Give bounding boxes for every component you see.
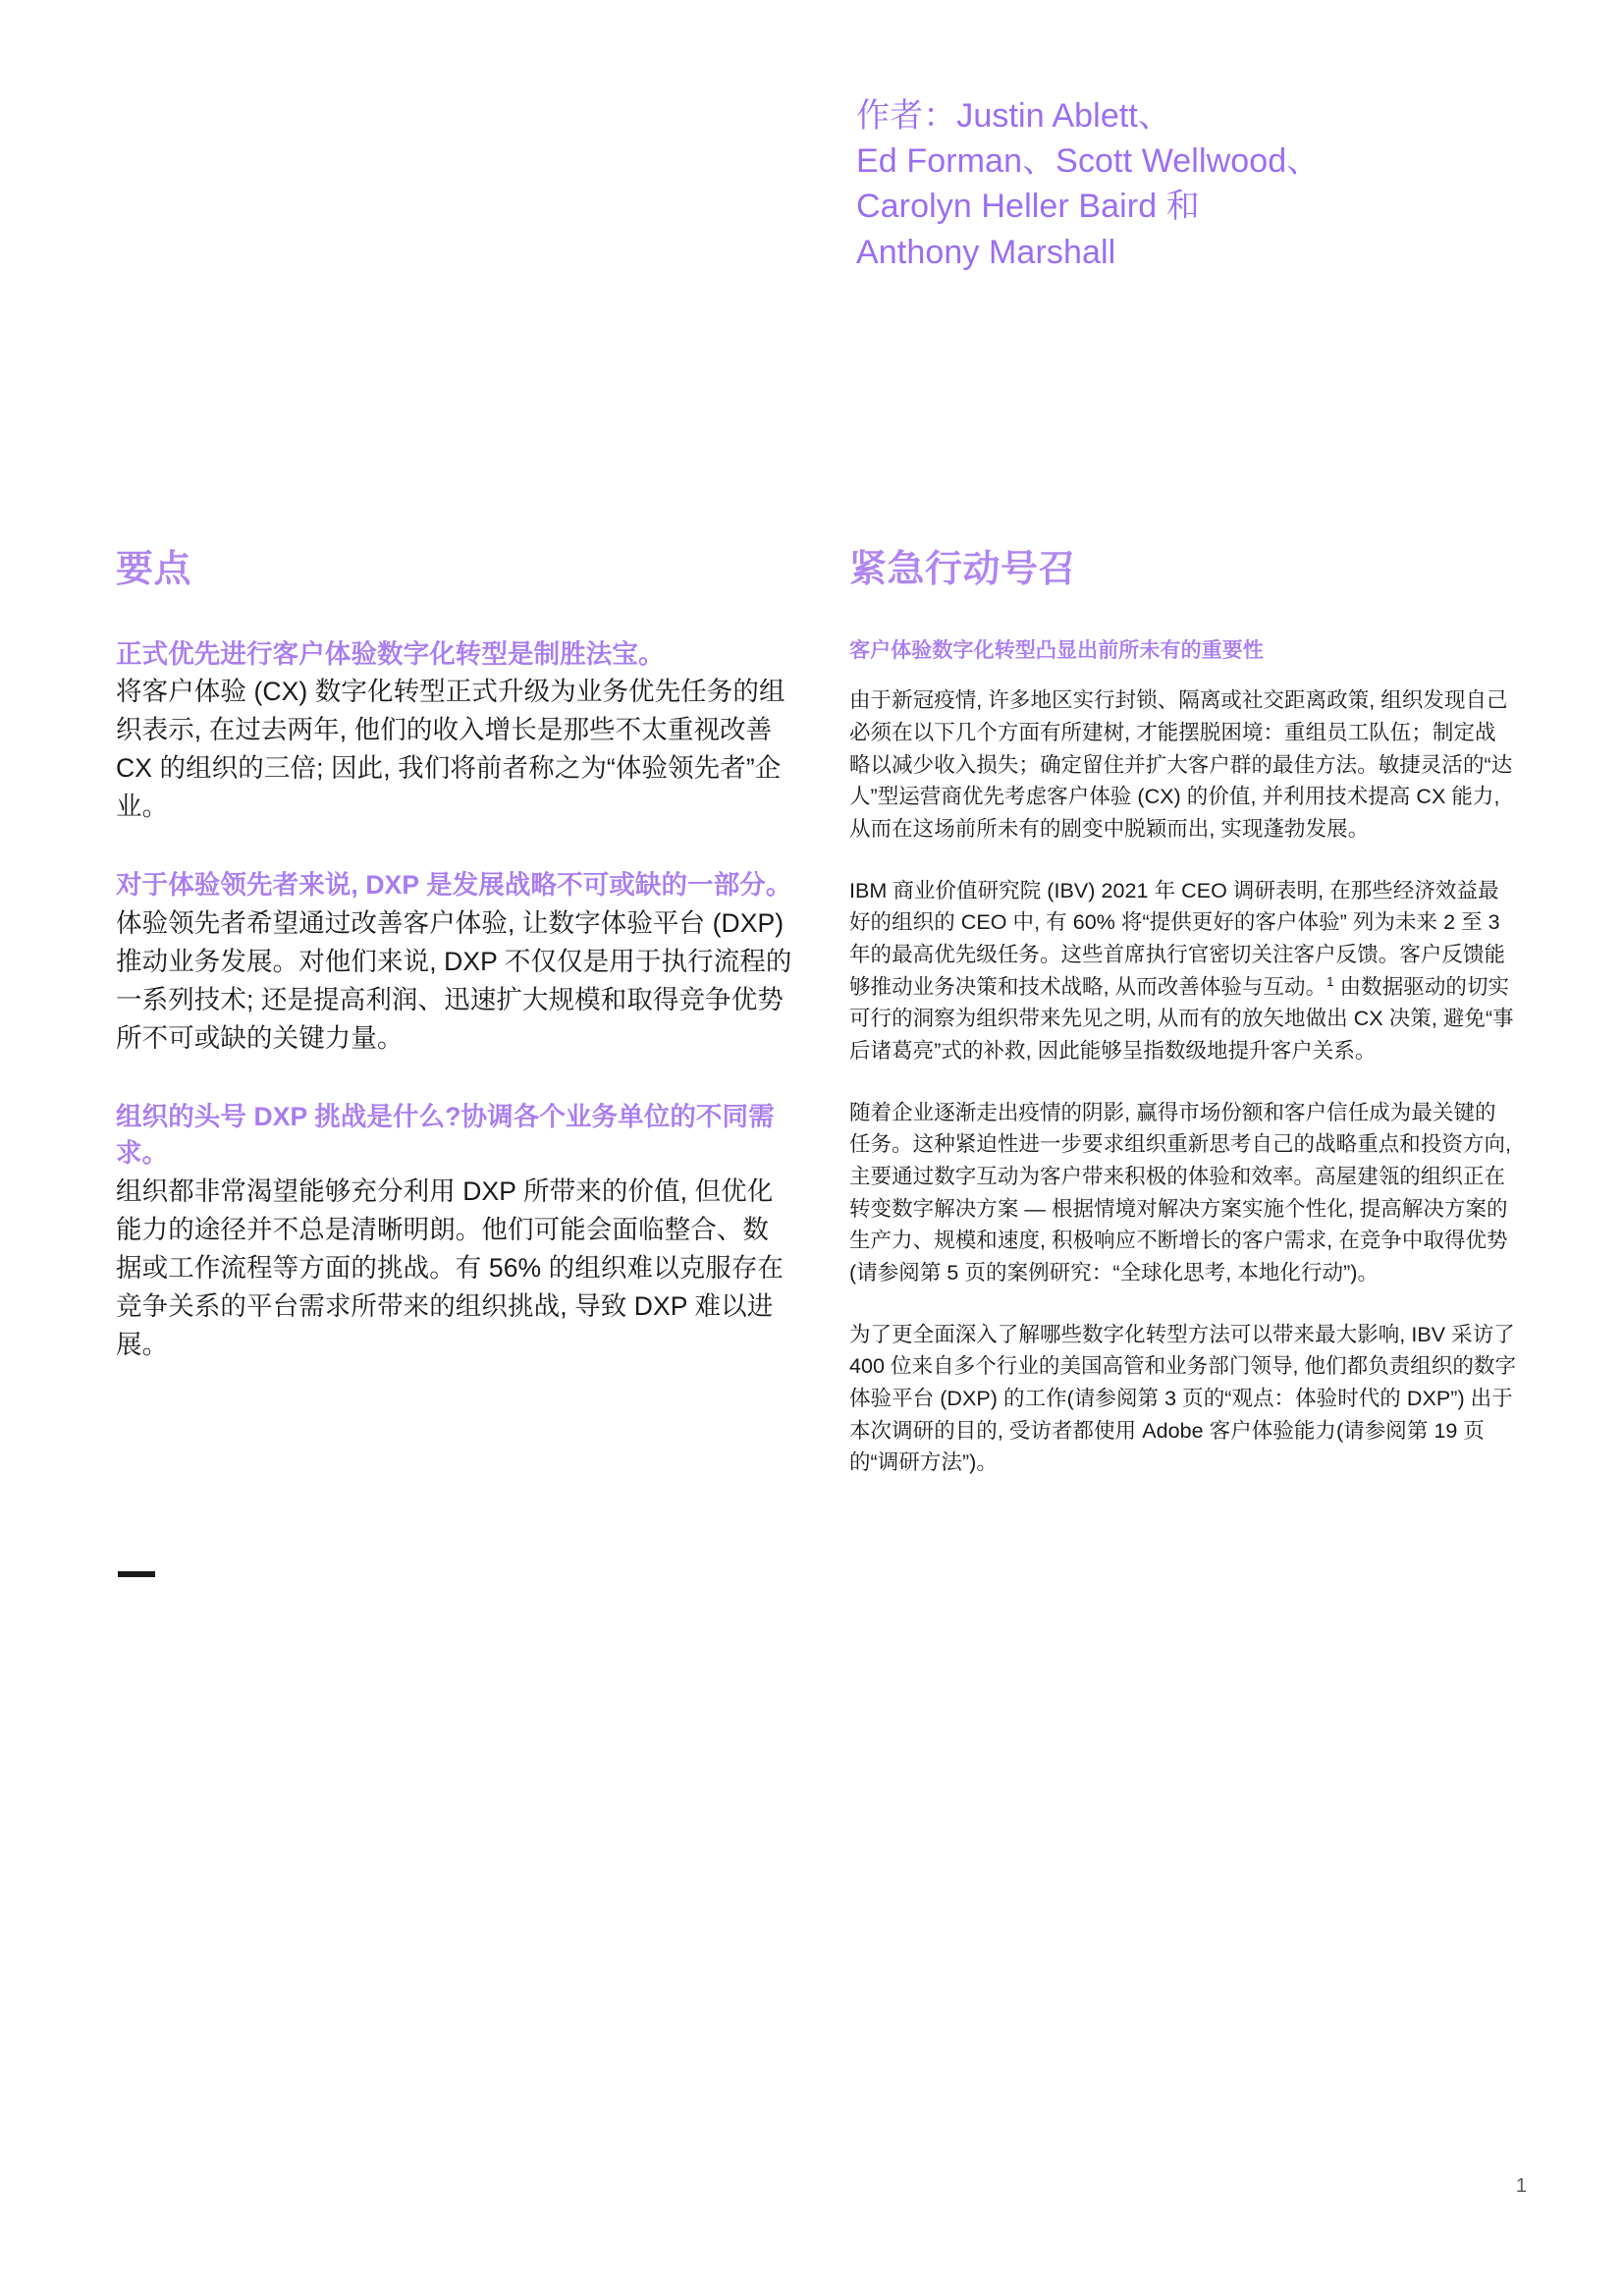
right-paragraph-4: 为了更全面深入了解哪些数字化转型方法可以带来最大影响, IBV 采访了 400 位来自多个行业的美国高管和业务部门领导, 他们都负责组织的数字体验平台 (DXP) 的工作(请参阅第 3 页的“观点：体验时代的 DXP”) 出于本次调研的目的, 受访者都使用 Adobe 客户体验能力(请参阅第 19 页的“调研方法”)。 [849, 1322, 1517, 1475]
footnote-marker-1: 1 [1326, 973, 1334, 989]
page-number: 1 [1515, 2175, 1527, 2197]
keypoint-2-body: 体验领先者希望通过改善客户体验, 让数字体验平台 (DXP) 推动业务发展。对他们来说, DXP 不仅仅是用于执行流程的一系列技术; 还是提高利润、迅速扩大规模和取得竞争优势所不可或缺的关键力量。 [116, 907, 792, 1053]
keypoint-3-heading: 组织的头号 DXP 挑战是什么?协调各个业务单位的不同需求。 [116, 1101, 775, 1169]
right-column-subheading: 客户体验数字化转型凸显出前所未有的重要性 [849, 638, 1264, 662]
author-line-1: 作者：Justin Ablett、 [856, 97, 1172, 135]
keypoint-1-body: 将客户体验 (CX) 数字化转型正式升级为业务优先任务的组织表示, 在过去两年, 他们的收入增长是那些不太重视改善 CX 的组织的三倍; 因此, 我们将前者称之为“体验领先者”企业。 [116, 677, 785, 822]
author-line-3: Carolyn Heller Baird 和 [856, 188, 1200, 226]
left-column [116, 550, 793, 1364]
right-paragraph-1: 由于新冠疫情, 许多地区实行封锁、隔离或社交距离政策, 组织发现自己必须在以下几个方面有所建树, 才能摆脱困境：重组员工队伍；制定战略以减少收入损失；确定留住并扩大客户群的最佳方法。敏捷灵活的“达人”型运营商优先考虑客户体验 (CX) 的价值, 并利用技术提高 CX 能力, 从而在这场前所未有的剧变中脱颖而出, 实现蓬勃发展。 [849, 688, 1513, 841]
keypoint-1-heading: 正式优先进行客户体验数字化转型是制胜法宝。 [116, 638, 665, 669]
author-line-4: Anthony Marshall [856, 233, 1116, 271]
right-paragraph-3: 随着企业逐渐走出疫情的阴影, 赢得市场份额和客户信任成为最关键的任务。这种紧迫性进一步要求组织重新思考自己的战略重点和投资方向, 主要通过数字互动为客户带来积极的体验和效率。高屋建瓴的组织正在转变数字解决方案 — 根据情境对解决方案实施个性化, 提高解决方案的生产力、规模和速度, 积极响应不断增长的客户需求, 在竞争中取得优势(请参阅第 5 页的案例研究：“全球化思考, 本地化行动”)。 [849, 1100, 1512, 1285]
keypoint-3-body: 组织都非常渴望能够充分利用 DXP 所带来的价值, 但优化能力的途径并不总是清晰明朗。他们可能会面临整合、数据或工作流程等方面的挑战。有 56% 的组织难以克服存在竞争关系的平台需求所带来的组织挑战, 导致 DXP 难以进展。 [116, 1175, 784, 1359]
right-paragraph-2-continued: 由数据驱动的切实可行的洞察为组织带来先见之明, 从而有的放矢地做出 CX 决策, 避免“事后诸葛亮”式的补救, 因此能够呈指数级地提升客户关系。 [849, 974, 1514, 1063]
keypoint-2-heading: 对于体验领先者来说, DXP 是发展战略不可或缺的一部分。 [116, 870, 792, 901]
right-paragraph-2 [849, 875, 1517, 1067]
section-end-rule [118, 1571, 155, 1577]
right-paragraph-2-text: IBM 商业价值研究院 (IBV) 2021 年 CEO 调研表明, 在那些经济效益最好的组织的 CEO 中, 有 60% 将“提供更好的客户体验” 列为未来 2 至 3 年的最高优先级任务。这些首席执行官密切关注客户反馈。客户反馈能够推动业务决策和技术战略, 从而改善体验与互动。 [849, 878, 1506, 999]
left-column-title: 要点 [116, 549, 192, 590]
right-column-title: 紧急行动号召 [849, 549, 1077, 590]
right-column [849, 550, 1517, 1479]
author-block [856, 93, 1543, 275]
author-line-2: Ed Forman、Scott Wellwood、 [856, 142, 1321, 181]
